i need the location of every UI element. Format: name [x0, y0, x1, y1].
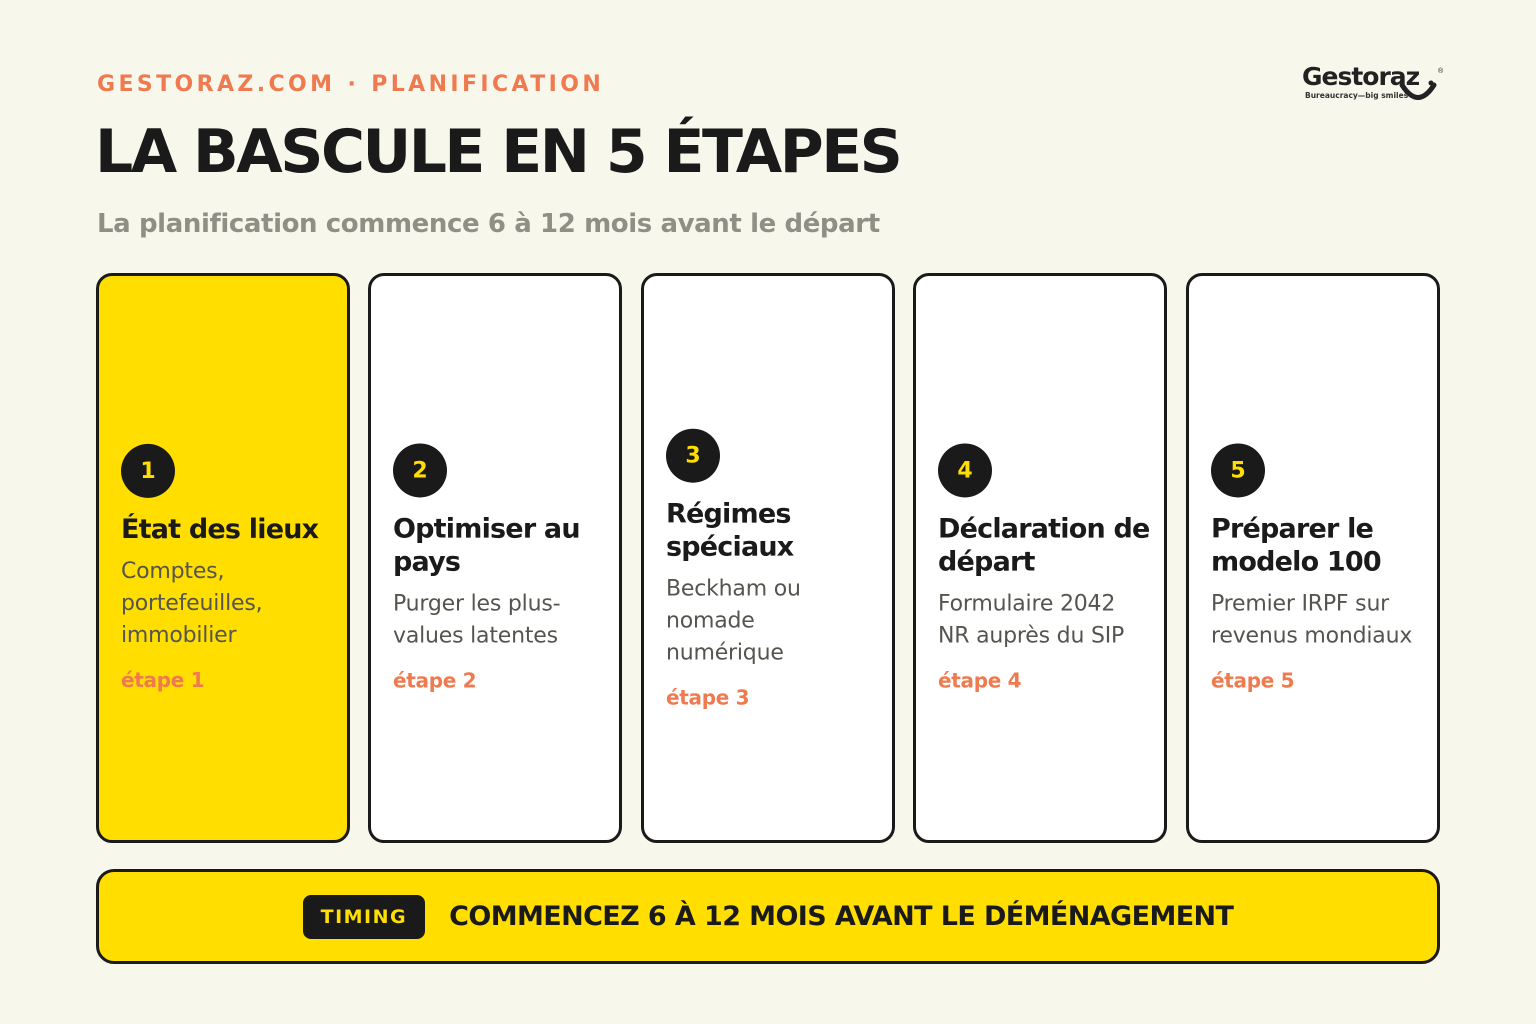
step-label: étape 5	[1211, 668, 1295, 693]
steps-list	[96, 273, 1440, 843]
step-title: Régimes spéciaux	[666, 498, 794, 563]
timing-text: COMMENCEZ 6 À 12 MOIS AVANT LE DÉMÉNAGEMENT	[449, 901, 1234, 932]
step-title: Préparer le modelo 100	[1211, 513, 1381, 578]
step-number-badge: 3	[666, 429, 720, 483]
step-card-3	[641, 273, 895, 843]
step-number-badge: 1	[121, 444, 175, 498]
logo-tagline: Bureaucracy—big smiles	[1305, 91, 1409, 100]
step-description: Beckham ou nomade numérique	[666, 576, 801, 666]
step-description: Comptes, portefeuilles, immobilier	[121, 558, 263, 648]
step-label: étape 1	[121, 667, 205, 692]
page-subtitle: La planification commence 6 à 12 mois avant le départ	[97, 209, 880, 239]
eyebrow-section: PLANIFICATION	[371, 72, 605, 97]
eyebrow-separator: ·	[347, 72, 360, 97]
step-label: étape 2	[393, 668, 477, 693]
step-label: étape 4	[938, 668, 1022, 693]
smile-icon	[1398, 80, 1438, 106]
step-description: Purger les plus-values latentes	[393, 591, 561, 649]
step-title: État des lieux	[121, 513, 319, 545]
timing-banner	[96, 869, 1440, 964]
step-card-4	[913, 273, 1167, 843]
step-title: Déclaration de départ	[938, 513, 1150, 578]
step-number-badge: 2	[393, 443, 447, 497]
timing-badge: TIMING	[303, 895, 426, 939]
step-title: Optimiser au pays	[393, 513, 580, 578]
step-card-5	[1186, 273, 1440, 843]
step-label: étape 3	[666, 685, 750, 710]
eyebrow	[97, 72, 604, 97]
step-number-badge: 5	[1211, 443, 1265, 497]
brand-logo[interactable]	[1302, 62, 1442, 108]
step-description: Premier IRPF sur revenus mondiaux	[1211, 591, 1413, 649]
logo-wordmark: Gestoraz	[1302, 62, 1420, 91]
step-description: Formulaire 2042 NR auprès du SIP	[938, 591, 1125, 649]
step-card-1	[96, 273, 350, 843]
step-card-2	[368, 273, 622, 843]
page-title: LA BASCULE EN 5 ÉTAPES	[95, 117, 901, 187]
eyebrow-site: GESTORAZ.COM	[97, 72, 336, 97]
logo-registered-mark: ®	[1438, 68, 1444, 75]
step-number-badge: 4	[938, 443, 992, 497]
